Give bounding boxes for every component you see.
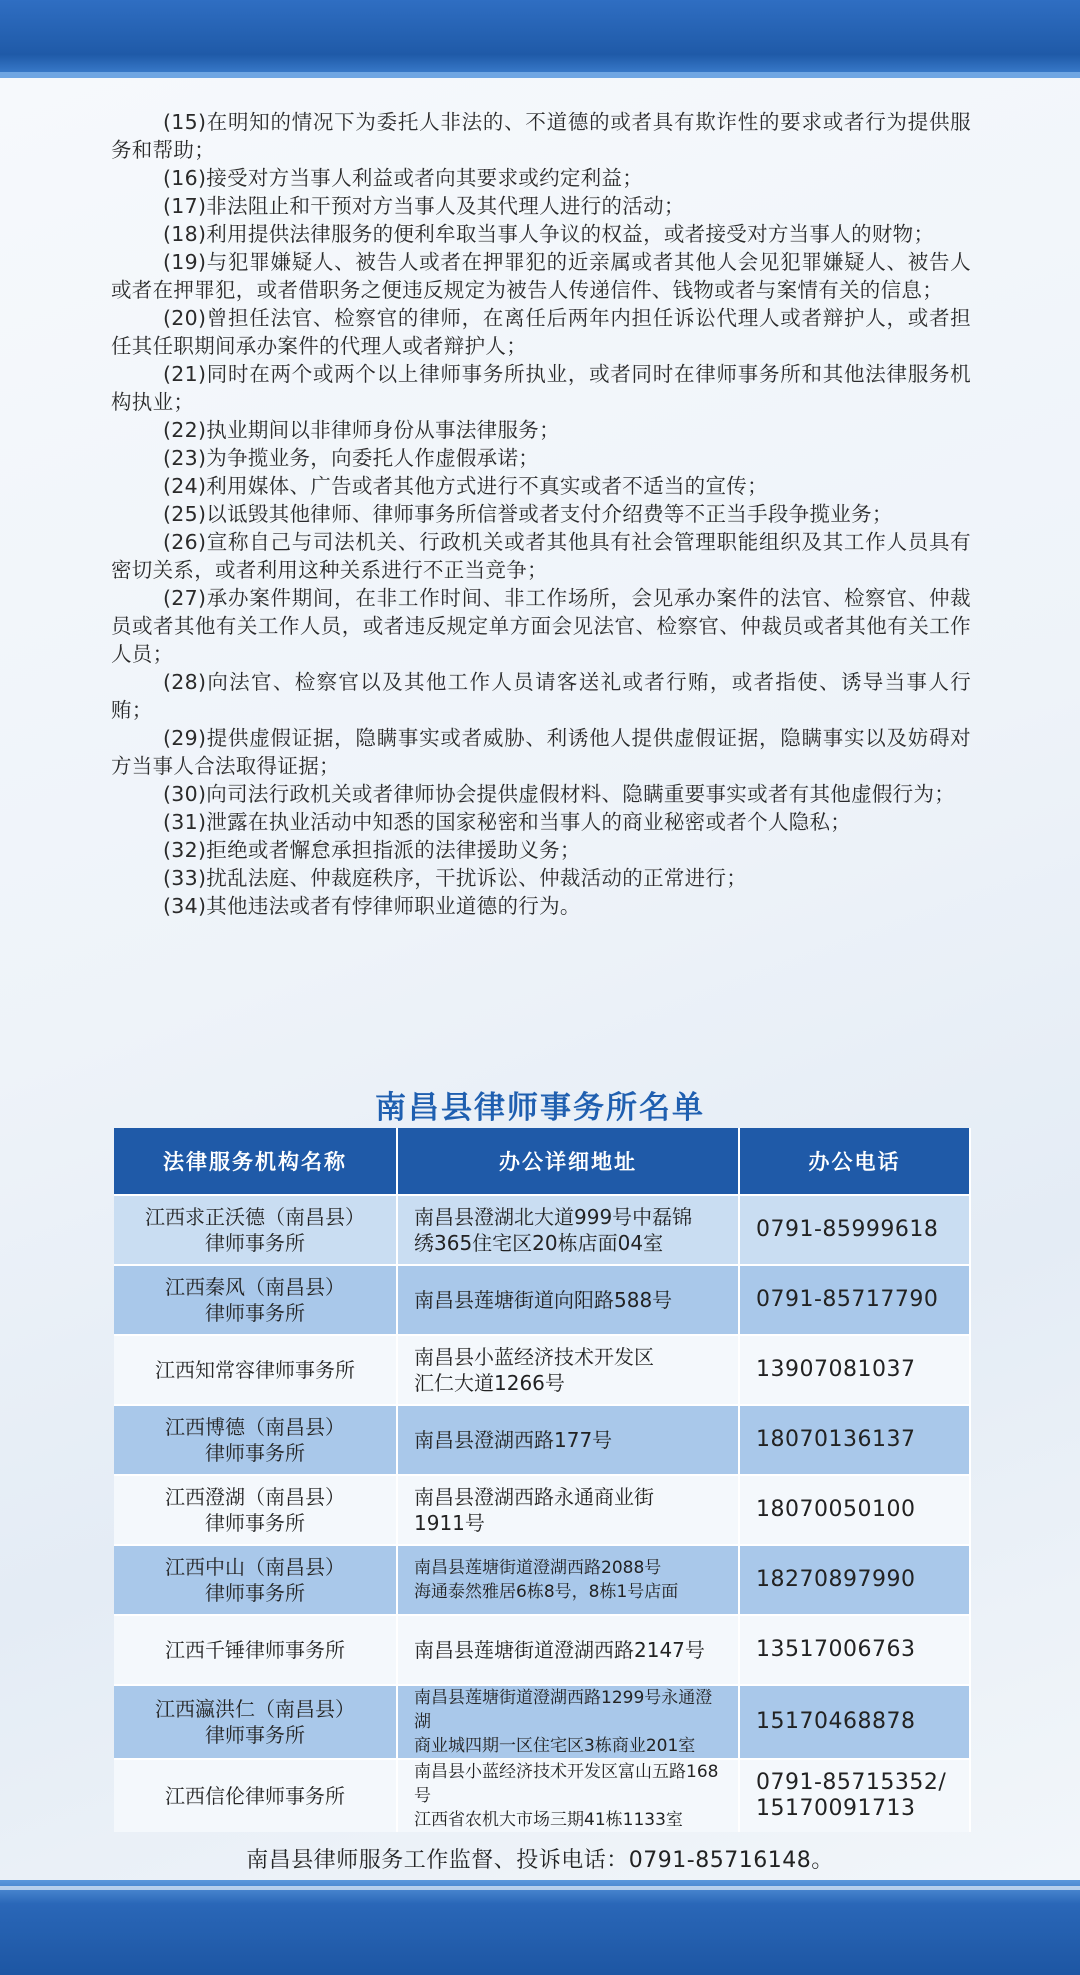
top-decorative-band: [0, 0, 1080, 78]
table-row: [114, 1759, 970, 1832]
firm-name-line: 律师事务所: [205, 1581, 305, 1605]
firm-phone-cell: [739, 1545, 970, 1615]
clause-item: (16)接受对方当事人利益或者向其要求或约定利益；: [163, 166, 644, 190]
firm-name-line: 江西知常容律师事务所: [155, 1358, 355, 1382]
firm-address-cell: [397, 1265, 739, 1335]
firm-name-cell: [114, 1759, 397, 1832]
firm-name-line: 江西信伦律师事务所: [165, 1784, 345, 1808]
firm-name-cell: [114, 1195, 397, 1265]
firm-address-cell: [397, 1475, 739, 1545]
firm-name-cell: [114, 1545, 397, 1615]
firm-address-cell: [397, 1335, 739, 1405]
clause-list: [111, 108, 971, 920]
clause-item: (30)向司法行政机关或者律师协会提供虚假材料、隐瞒重要事实或者有其他虚假行为；: [163, 782, 956, 806]
clause-item: (26)宣称自己与司法机关、行政机关或者其他具有社会管理职能组织及其工作人员具有密切关系，或者利用这种关系进行不正当竞争；: [111, 530, 971, 582]
address-line: 绣365住宅区20栋店面04室: [414, 1231, 664, 1255]
address-line: 汇仁大道1266号: [414, 1371, 565, 1395]
clause-item: (18)利用提供法律服务的便利牟取当事人争议的权益，或者接受对方当事人的财物；: [163, 222, 935, 246]
firm-phone-cell: [739, 1475, 970, 1545]
address-line: 南昌县澄湖北大道999号中磊锦: [414, 1205, 693, 1229]
clause-item: (22)执业期间以非律师身份从事法律服务；: [163, 418, 560, 442]
clause-item: (19)与犯罪嫌疑人、被告人或者在押罪犯的近亲属或者其他人会见犯罪嫌疑人、被告人或者在押罪犯，或者借职务之便违反规定为被告人传递信件、钱物或者与案情有关的信息；: [111, 250, 971, 302]
phone-line: 0791-85717790: [756, 1287, 939, 1312]
phone-line: 0791-85999618: [756, 1217, 939, 1242]
phone-line: 13907081037: [756, 1357, 916, 1382]
phone-line: 15170091713: [756, 1796, 916, 1821]
firm-name-line: 律师事务所: [205, 1231, 305, 1255]
clause-item: (27)承办案件期间，在非工作时间、非工作场所，会见承办案件的法官、检察官、仲裁员或者其他有关工作人员，或者违反规定单方面会见法官、检察官、仲裁员或者其他有关工作人员；: [111, 586, 971, 666]
address-line: 1911号: [414, 1511, 485, 1535]
firm-phone-cell: [739, 1195, 970, 1265]
table-row: [114, 1475, 970, 1545]
firm-address-cell: [397, 1759, 739, 1832]
firm-name-line: 律师事务所: [205, 1441, 305, 1465]
address-line: 商业城四期一区住宅区3栋商业201室: [414, 1736, 696, 1756]
firm-address-cell: [397, 1615, 739, 1685]
firm-phone-cell: [739, 1335, 970, 1405]
address-line: 南昌县莲塘街道向阳路588号: [414, 1288, 673, 1312]
clause-item: (32)拒绝或者懈怠承担指派的法律援助义务；: [163, 838, 581, 862]
header-phone: 办公电话: [739, 1128, 970, 1195]
firm-address-cell: [397, 1195, 739, 1265]
clause-item: (15)在明知的情况下为委托人非法的、不道德的或者具有欺诈性的要求或者行为提供服务和帮助；: [111, 110, 971, 162]
clause-item: (33)扰乱法庭、仲裁庭秩序，干扰诉讼、仲裁活动的正常进行；: [163, 866, 748, 890]
phone-line: 15170468878: [756, 1709, 916, 1734]
phone-line: 0791-85715352/: [756, 1770, 947, 1795]
table-row: [114, 1335, 970, 1405]
firm-name-cell: [114, 1615, 397, 1685]
firm-address-cell: [397, 1405, 739, 1475]
firm-name-cell: [114, 1685, 397, 1759]
table-row: [114, 1265, 970, 1335]
firm-phone-cell: [739, 1615, 970, 1685]
firm-name-line: 江西澄湖（南昌县）: [165, 1485, 345, 1509]
firm-name-line: 江西千锤律师事务所: [165, 1638, 345, 1662]
bottom-decorative-band: [0, 1880, 1080, 1975]
firm-phone-cell: [739, 1685, 970, 1759]
clause-item: (25)以诋毁其他律师、律师事务所信誉或者支付介绍费等不正当手段争揽业务；: [163, 502, 893, 526]
address-line: 南昌县莲塘街道澄湖西路1299号永通澄湖: [414, 1688, 713, 1732]
firm-name-line: 律师事务所: [205, 1301, 305, 1325]
firm-name-cell: [114, 1265, 397, 1335]
phone-line: 13517006763: [756, 1637, 916, 1662]
complaint-hotline: 南昌县律师服务工作监督、投诉电话：0791-85716148。: [246, 1848, 834, 1873]
address-line: 南昌县小蓝经济技术开发区: [414, 1345, 654, 1369]
phone-line: 18070050100: [756, 1497, 916, 1522]
address-line: 江西省农机大市场三期41栋1133室: [414, 1810, 683, 1830]
firm-phone-cell: [739, 1265, 970, 1335]
table-row: [114, 1685, 970, 1759]
firm-phone-cell: [739, 1405, 970, 1475]
table-row: [114, 1615, 970, 1685]
address-line: 南昌县莲塘街道澄湖西路2088号: [414, 1558, 662, 1578]
phone-line: 18270897990: [756, 1567, 916, 1592]
firm-name-line: 律师事务所: [205, 1511, 305, 1535]
firm-name-line: 律师事务所: [205, 1723, 305, 1747]
clause-item: (17)非法阻止和干预对方当事人及其代理人进行的活动；: [163, 194, 685, 218]
firm-name-cell: [114, 1335, 397, 1405]
clause-item: (24)利用媒体、广告或者其他方式进行不真实或者不适当的宣传；: [163, 474, 768, 498]
directory-title: 南昌县律师事务所名单: [375, 1090, 705, 1126]
clause-item: (23)为争揽业务，向委托人作虚假承诺；: [163, 446, 540, 470]
clause-item: (31)泄露在执业活动中知悉的国家秘密和当事人的商业秘密或者个人隐私；: [163, 810, 852, 834]
firm-address-cell: [397, 1685, 739, 1759]
firm-name-line: 江西秦风（南昌县）: [165, 1275, 345, 1299]
firm-name-cell: [114, 1405, 397, 1475]
address-line: 南昌县小蓝经济技术开发区富山五路168号: [414, 1762, 719, 1806]
table-row: [114, 1545, 970, 1615]
clause-item: (28)向法官、检察官以及其他工作人员请客送礼或者行贿，或者指使、诱导当事人行贿；: [111, 670, 971, 722]
table-row: [114, 1195, 970, 1265]
header-address: 办公详细地址: [397, 1128, 739, 1195]
address-line: 南昌县莲塘街道澄湖西路2147号: [414, 1638, 705, 1662]
address-line: 南昌县澄湖西路永通商业街: [414, 1485, 654, 1509]
table-row: [114, 1405, 970, 1475]
address-line: 南昌县澄湖西路177号: [414, 1428, 613, 1452]
firm-name-line: 江西博德（南昌县）: [165, 1415, 345, 1439]
header-firm-name: 法律服务机构名称: [114, 1128, 397, 1195]
law-firm-table: [114, 1128, 971, 1832]
clause-item: (20)曾担任法官、检察官的律师，在离任后两年内担任诉讼代理人或者辩护人，或者担任其任职期间承办案件的代理人或者辩护人；: [111, 306, 971, 358]
firm-name-line: 江西求正沃德（南昌县）: [145, 1205, 365, 1229]
clause-item: (21)同时在两个或两个以上律师事务所执业，或者同时在律师事务所和其他法律服务机构执业；: [111, 362, 971, 414]
firm-phone-cell: [739, 1759, 970, 1832]
firm-address-cell: [397, 1545, 739, 1615]
firm-name-line: 江西瀛洪仁（南昌县）: [155, 1697, 355, 1721]
table-header-row: [114, 1128, 970, 1195]
clause-item: (34)其他违法或者有悖律师职业道德的行为。: [163, 894, 581, 918]
address-line: 海通泰然雅居6栋8号，8栋1号店面: [414, 1582, 679, 1602]
phone-line: 18070136137: [756, 1427, 916, 1452]
firm-name-cell: [114, 1475, 397, 1545]
clause-item: (29)提供虚假证据，隐瞒事实或者威胁、利诱他人提供虚假证据，隐瞒事实以及妨碍对方当事人合法取得证据；: [111, 726, 971, 778]
firm-name-line: 江西中山（南昌县）: [165, 1555, 345, 1579]
